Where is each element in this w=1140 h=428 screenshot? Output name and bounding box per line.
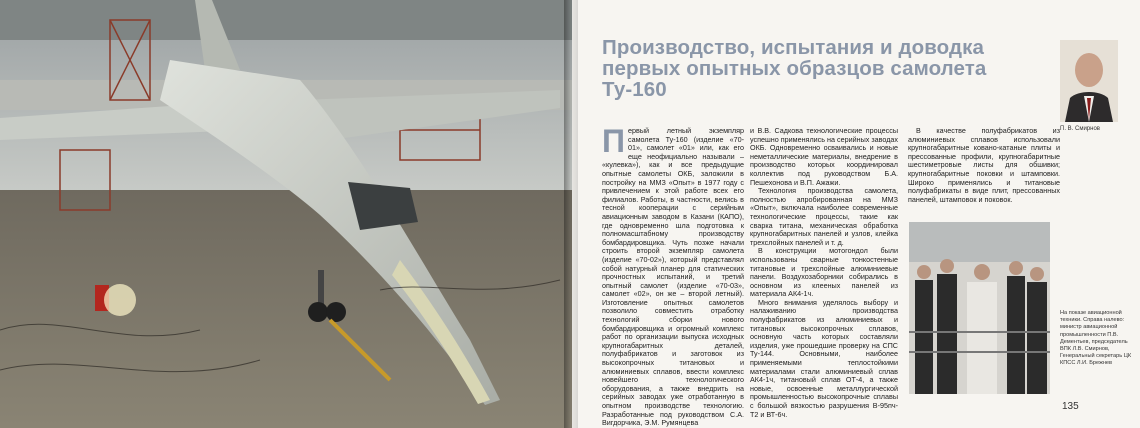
drop-cap: П: [602, 123, 625, 159]
hangar-ceiling: [0, 0, 572, 40]
page-number: 135: [1062, 401, 1079, 412]
text-column-1: [602, 123, 744, 428]
paragraph: В качестве полуфабрикатов из алюминиевых сплавов использовали крупногабаритные ковано-катаные плиты и прессованные профили, крупногабаритные шестиметровые листы для обшивки; крупногабаритные поковки и штамповки. Широко применялись и титановые полуфабрикаты в виде плит, прессованных панелей, штамповок и поковок.: [908, 126, 1060, 204]
text-page: [572, 0, 1140, 428]
paragraph: Технология производства самолета, полностью апробированная на ММЗ «Опыт», включала наиболее современные технологические процессы, такие как сварка титана, механическая обработка крупногабаритных панелей и узлов, клейка трехслойных панелей и т. д.: [750, 186, 898, 247]
portrait-illustration: [1060, 40, 1118, 122]
text-column-2: [750, 127, 898, 419]
officials-illustration: [909, 222, 1050, 394]
photo-caption: На показе авиационной техники. Справа налево: министр авиационной промышленности П.В. Дементьев, председатель ВПК Л.В. Смирнов, Генеральный секретарь ЦК КПСС Л.И. Брежнев: [1060, 310, 1132, 367]
portrait-photo: [1060, 40, 1118, 122]
chapter-title: Производство, испытания и доводка первых опытных образцов самолета Ту-160: [602, 36, 987, 101]
cockpit-canopy: [348, 182, 418, 230]
officials-photo: [909, 222, 1050, 394]
paragraph: Много внимания уделялось выбору и налаживанию производства полуфабрикатов из алюминиевых и титановых высокопрочных сплавов, основную часть которых составляли изделия, уже прошедшие проверку на СПС Ту-144. Основными, наиболее применяемыми теплостойкими материалами стали алюминиевый сплав АК4-1ч, титановый сплав ОТ-4, а также новые, освоенные металлургической промышленностью высокопрочные сплавы с большой вязкостью разрушения В-95пч-Т2 и ВТ-6ч.: [750, 297, 898, 419]
paragraph: В конструкции мотогондол были использованы сварные тонкостенные титановые и трехслойные алюминиевые панели. Воздухозаборники собирались в основном из клееных панелей из материала АК4-1ч.: [750, 246, 898, 299]
portrait-caption: П. В. Смирнов: [1060, 126, 1100, 132]
paragraph: ервый летный экземпляр самолета Ту-160 (изделие «70-01», самолет «01» или, как его еще неофициально называли – «кулевка»), как и все предыдущие опытные самолеты ОКБ, заложили в постройку на ММЗ «Опыт» в 1977 году с привлечением к этой работе всех его филиалов. Работы, в частности, велись в тесной кооперации с серийным авиационным заводом в Казани (КАПО), где одновременно шла подготовка к полномасштабному производству бомбардировщика. Чуть позже начали строить второй экземпляр самолета (изделие «70-02»), который представлял собой натурный планер для статических прочностных испытаний, и третий опытный самолет (изделие «70-03», самолет «02», он же – второй летный). Изготовление опытных самолетов позволило совместить отработку технологий сборки нового бомбардировщика и огромный комплекс работ по организации выпуска исходных крупногабаритных деталей, полуфабрикатов и заготовок из высокопрочных титановых и алюминиевых сплавов, ввести комплекс новейшего технологического оборудования, а также внедрить на серийных заводах уже отработанную в опытном производстве технологию. Разработанные под руководством С.А. Вигдорчика, Э.М. Румянцева: [602, 126, 744, 428]
floor-lamp: [104, 284, 136, 316]
paragraph: и В.В. Садкова технологические процессы успешно применялись на серийных заводах ОКБ. Одновременно осваивались и новые неметаллические материалы, внедрение в производство которых координировал коллектив под руководством Б.А. Пешехонова и В.П. Ажажи.: [750, 126, 898, 187]
book-spine-shadow: [564, 0, 578, 428]
text-column-3: [908, 127, 1060, 204]
